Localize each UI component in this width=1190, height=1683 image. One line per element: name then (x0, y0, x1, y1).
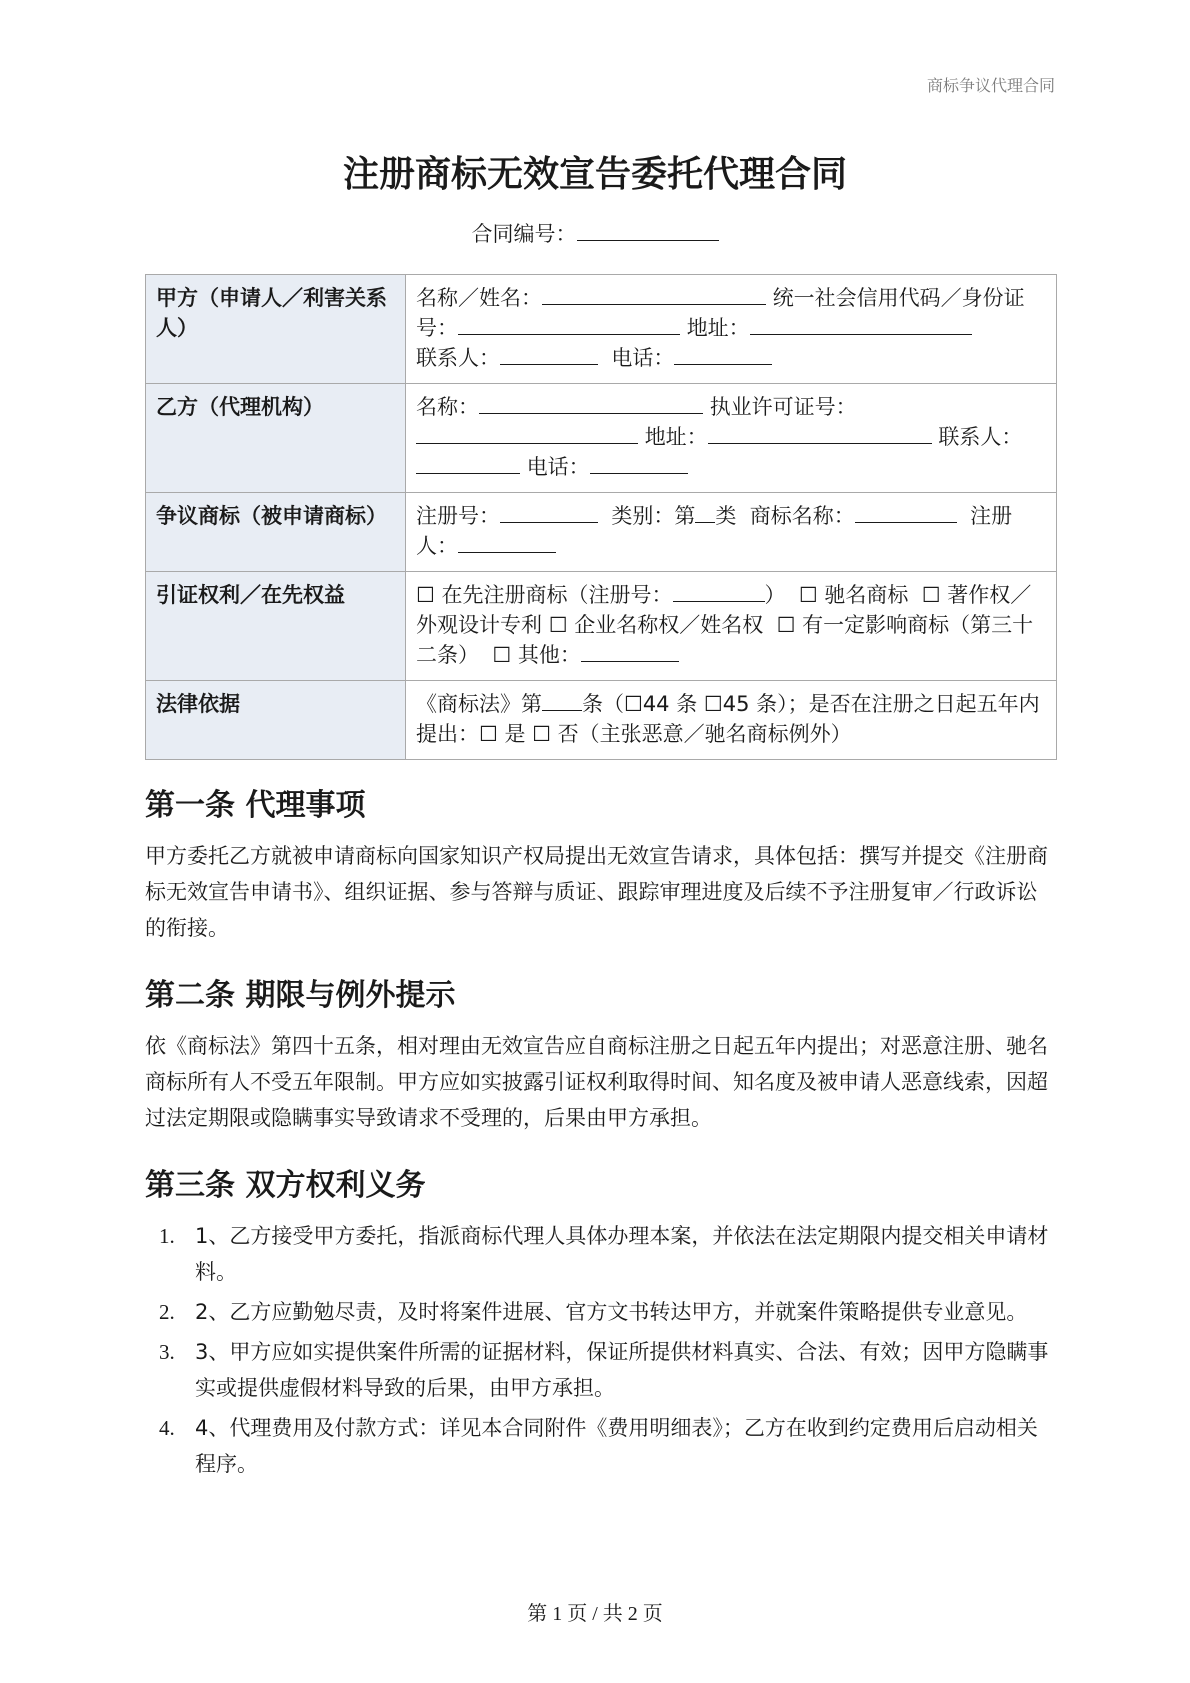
section-1 (145, 780, 1057, 946)
section-2 (145, 970, 1057, 1136)
fill-blank (500, 346, 598, 365)
contract-number-label: 合同编号： (471, 222, 577, 246)
fill-blank (590, 455, 688, 474)
field-label: 电话： (611, 346, 675, 370)
checkbox-option[interactable]: ☐ 有一定影响商标（第三十二条） (416, 613, 1034, 667)
list-item (145, 1218, 1057, 1290)
row-label-disputed-mark: 争议商标（被申请商标） (146, 493, 406, 572)
row-label-party-a: 甲方（申请人／利害关系人） (146, 275, 406, 384)
list-number: 1. (159, 1224, 175, 1248)
list-item (145, 1334, 1057, 1406)
table-row (146, 681, 1057, 760)
field-label: 注册号： (416, 504, 500, 528)
row-value-legal-basis (406, 681, 1057, 760)
fill-blank (416, 425, 638, 444)
fill-blank (500, 504, 598, 523)
list-item-text: 2、乙方应勤勉尽责，及时将案件进展、官方文书转达甲方，并就案件策略提供专业意见。 (195, 1300, 1028, 1324)
table-row (146, 275, 1057, 384)
table-row (146, 572, 1057, 681)
field-label: 名称： (416, 395, 479, 419)
section-heading: 第三条 双方权利义务 (145, 1168, 426, 1203)
list-number: 2. (159, 1300, 175, 1324)
checkbox-option[interactable]: ☐ 企业名称权／姓名权 (548, 613, 764, 637)
fill-blank (458, 534, 556, 553)
field-label: 类 (715, 504, 737, 528)
field-label: 联系人： (938, 425, 1023, 449)
section-heading: 第一条 代理事项 (145, 788, 366, 823)
section-body: 甲方委托乙方就被申请商标向国家知识产权局提出无效宣告请求，具体包括：撰写并提交《注册商标无效宣告申请书》、组织证据、参与答辩与质证、跟踪审理进度及后续不予注册复审／行政诉讼的衔接。 (145, 844, 1048, 940)
list-number: 3. (159, 1340, 175, 1364)
contract-number-blank (577, 222, 719, 241)
fill-blank (416, 455, 520, 474)
field-label: 地址： (644, 425, 708, 449)
field-label: 条（☐44 条 ☐45 条）；是否在注册之日起五年内提出：☐ 是 ☐ 否（主张恶意／驰名商标例外） (416, 692, 1040, 746)
field-label: 《商标法》第 (416, 692, 542, 716)
field-label: 联系人： (416, 346, 500, 370)
field-label: 商标名称： (749, 504, 855, 528)
section-body: 依《商标法》第四十五条，相对理由无效宣告应自商标注册之日起五年内提出；对恶意注册、驰名商标所有人不受五年限制。甲方应如实披露引证权利取得时间、知名度及被申请人恶意线索，因超过法定期限或隐瞒事实导致请求不受理的，后果由甲方承担。 (145, 1034, 1048, 1130)
section-3 (145, 1160, 1057, 1486)
row-value-disputed-mark (406, 493, 1057, 572)
fill-blank (708, 425, 932, 444)
obligations-list (145, 1218, 1057, 1482)
list-item-text: 3、甲方应如实提供案件所需的证据材料，保证所提供材料真实、合法、有效；因甲方隐瞒事实或提供虚假材料导致的后果，由甲方承担。 (195, 1340, 1049, 1400)
parties-info-table (145, 274, 1057, 760)
fill-blank (855, 504, 957, 523)
fill-blank (673, 583, 765, 602)
field-label: 执业许可证号： (709, 395, 857, 419)
fill-blank (750, 316, 972, 335)
field-label: ） (764, 583, 786, 607)
list-item-text: 1、乙方接受甲方委托，指派商标代理人具体办理本案，并依法在法定期限内提交相关申请材料。 (195, 1224, 1049, 1284)
fill-blank (479, 395, 703, 414)
table-row (146, 384, 1057, 493)
list-item (145, 1294, 1057, 1330)
checkbox-option[interactable]: ☐ 驰名商标 (798, 583, 909, 607)
field-label: 统一社会信用代码／身份证号： (416, 286, 1025, 340)
field-label: 注册人： (416, 504, 1013, 558)
row-value-party-b (406, 384, 1057, 493)
field-label: 类别：第 (611, 504, 696, 528)
contract-number-line (0, 218, 1190, 248)
row-label-party-b: 乙方（代理机构） (146, 384, 406, 493)
section-heading: 第二条 期限与例外提示 (145, 978, 456, 1013)
field-label: 电话： (526, 455, 590, 479)
table-row (146, 493, 1057, 572)
page-footer: 第 1 页 / 共 2 页 (527, 1603, 663, 1625)
list-item-text: 4、代理费用及付款方式：详见本合同附件《费用明细表》；乙方在收到约定费用后启动相关程序。 (195, 1416, 1038, 1476)
row-label-legal-basis: 法律依据 (146, 681, 406, 760)
list-number: 4. (159, 1416, 175, 1440)
fill-blank (542, 692, 582, 711)
checkbox-option[interactable]: ☐ 其他： (492, 643, 581, 667)
running-header: 商标争议代理合同 (926, 76, 1055, 95)
field-label: 地址： (686, 316, 750, 340)
fill-blank (581, 643, 679, 662)
list-item (145, 1410, 1057, 1482)
row-value-cited-rights (406, 572, 1057, 681)
fill-blank (458, 316, 680, 335)
checkbox-option[interactable]: ☐ 著作权／外观设计专利 (416, 583, 1032, 637)
document-title: 注册商标无效宣告委托代理合同 (342, 154, 847, 195)
fill-blank (695, 504, 715, 523)
row-value-party-a (406, 275, 1057, 384)
row-label-cited-rights: 引证权利／在先权益 (146, 572, 406, 681)
fill-blank (674, 346, 772, 365)
fill-blank (542, 286, 766, 305)
field-label: 名称／姓名： (416, 286, 542, 310)
checkbox-option[interactable]: ☐ 在先注册商标（注册号： (416, 583, 673, 607)
